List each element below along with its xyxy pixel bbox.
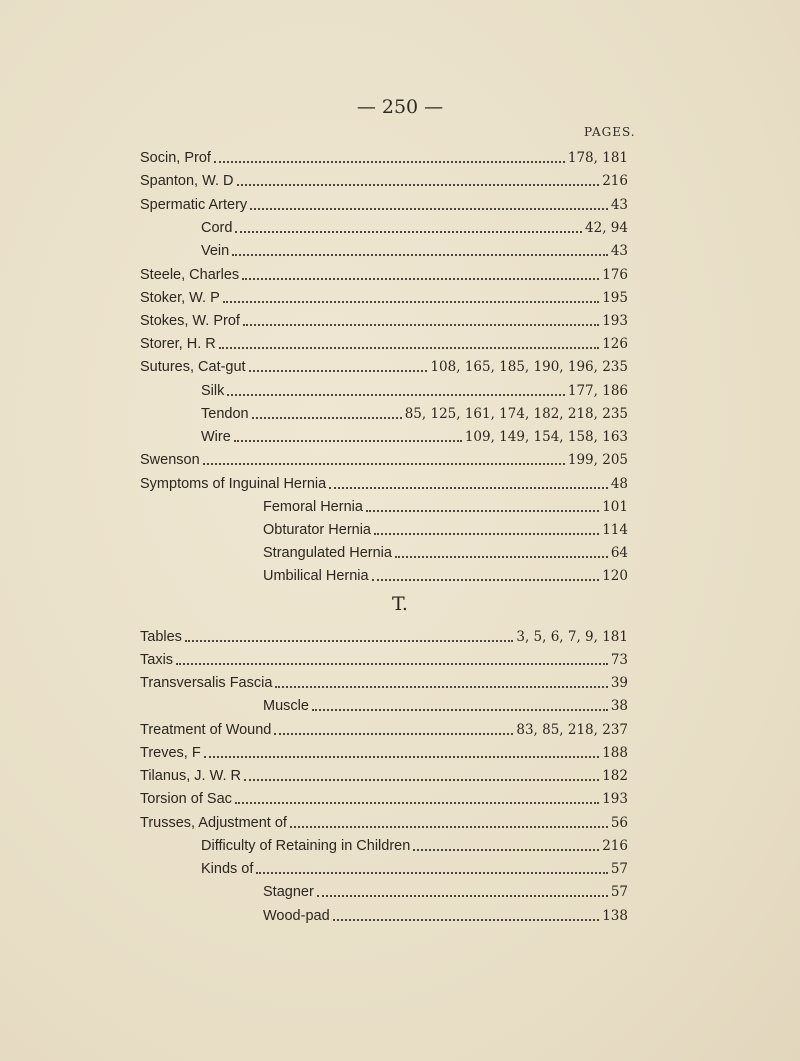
page-number: — 250 — [356, 96, 444, 118]
index-entry [140, 626, 628, 648]
index-entry [263, 519, 628, 541]
index-entry [140, 812, 628, 834]
entry-term: Trusses, Adjustment of [140, 815, 287, 831]
entry-term: Torsion of Sac [140, 791, 232, 807]
dot-leader [312, 709, 608, 711]
dot-leader [234, 440, 462, 442]
entry-pages: 216 [602, 173, 628, 189]
entry-pages: 43 [610, 243, 628, 259]
entry-term: Cord [201, 220, 233, 236]
index-entry [201, 240, 628, 262]
entry-pages: 39 [610, 675, 628, 691]
entry-pages: 101 [602, 499, 628, 515]
entry-pages: 64 [610, 545, 628, 561]
index-entry [140, 788, 628, 810]
index-entry [201, 426, 628, 448]
index-entry [140, 649, 628, 671]
entry-term: Umbilical Hernia [263, 568, 369, 584]
index-entry [140, 449, 628, 471]
dot-leader [223, 301, 599, 303]
entry-term: Symptoms of Inguinal Hernia [140, 476, 327, 492]
entry-pages: 178, 181 [567, 150, 628, 166]
entry-pages: 199, 205 [567, 452, 628, 468]
entry-term: Socin, Prof [140, 150, 211, 166]
entry-term: Tables [140, 629, 182, 645]
entry-term: Treatment of Wound [140, 722, 272, 738]
pages-column-heading: PAGES. [584, 125, 636, 139]
entry-term: Wood-pad [263, 908, 330, 924]
index-entry [263, 496, 628, 518]
index-entry [263, 695, 628, 717]
entry-term: Kinds of [201, 861, 254, 877]
entry-pages: 126 [602, 336, 628, 352]
dot-leader [290, 826, 608, 828]
entry-term: Stokes, W. Prof [140, 313, 240, 329]
dot-leader [333, 919, 600, 921]
entry-term: Strangulated Hernia [263, 545, 392, 561]
index-entry [140, 310, 628, 332]
index-entry [263, 905, 628, 927]
entry-term: Wire [201, 429, 231, 445]
entry-term: Silk [201, 383, 225, 399]
dot-leader [366, 510, 599, 512]
dot-leader [317, 895, 608, 897]
section-heading-t: T. [392, 593, 408, 615]
dot-leader [395, 556, 608, 558]
index-entry [140, 333, 628, 355]
entry-pages: 83, 85, 218, 237 [516, 722, 628, 738]
entry-term: Femoral Hernia [263, 499, 363, 515]
entry-pages: 114 [602, 522, 628, 538]
entry-term: Tendon [201, 406, 249, 422]
entry-term: Treves, F [140, 745, 201, 761]
entry-term: Muscle [263, 698, 309, 714]
index-entry [140, 194, 628, 216]
entry-pages: 108, 165, 185, 190, 196, 235 [430, 359, 628, 375]
dot-leader [204, 756, 600, 758]
dot-leader [249, 370, 428, 372]
dot-leader [372, 579, 600, 581]
entry-pages: 138 [602, 908, 628, 924]
index-entry [263, 881, 628, 903]
entry-pages: 48 [610, 476, 628, 492]
entry-pages: 38 [610, 698, 628, 714]
index-entry [140, 742, 628, 764]
entry-term: Vein [201, 243, 230, 259]
dot-leader [374, 533, 599, 535]
index-entry [263, 542, 628, 564]
entry-pages: 109, 149, 154, 158, 163 [464, 429, 628, 445]
index-entry [140, 672, 628, 694]
dot-leader [244, 779, 599, 781]
entry-term: Swenson [140, 452, 200, 468]
entry-term: Tilanus, J. W. R [140, 768, 241, 784]
index-entry [140, 264, 628, 286]
entry-pages: 176 [602, 267, 628, 283]
dot-leader [203, 463, 565, 465]
dot-leader [237, 184, 600, 186]
entry-pages: 193 [602, 791, 628, 807]
entry-pages: 193 [602, 313, 628, 329]
entry-pages: 182 [602, 768, 628, 784]
dot-leader [329, 487, 608, 489]
dot-leader [227, 394, 565, 396]
entry-term: Obturator Hernia [263, 522, 371, 538]
entry-term: Steele, Charles [140, 267, 240, 283]
entry-term: Spanton, W. D [140, 173, 234, 189]
entry-pages: 57 [610, 884, 628, 900]
index-entry [140, 719, 628, 741]
entry-term: Transversalis Fascia [140, 675, 273, 691]
entry-pages: 42, 94 [585, 220, 628, 236]
entry-pages: 3, 5, 6, 7, 9, 181 [516, 629, 628, 645]
entry-pages: 120 [602, 568, 628, 584]
dot-leader [274, 733, 513, 735]
entry-pages: 177, 186 [567, 383, 628, 399]
index-entry [201, 403, 628, 425]
entry-term: Spermatic Artery [140, 197, 248, 213]
entry-pages: 56 [610, 815, 628, 831]
dot-leader [232, 254, 608, 256]
index-entry [201, 858, 628, 880]
dot-leader [185, 640, 513, 642]
entry-pages: 188 [602, 745, 628, 761]
dot-leader [176, 663, 608, 665]
index-entry [201, 380, 628, 402]
entry-pages: 57 [610, 861, 628, 877]
dot-leader [413, 849, 599, 851]
index-entry [201, 217, 628, 239]
index-entry [140, 765, 628, 787]
index-entry [263, 565, 628, 587]
entry-pages: 43 [610, 197, 628, 213]
entry-pages: 195 [602, 290, 628, 306]
index-entry [140, 147, 628, 169]
index-entry [140, 287, 628, 309]
index-entry [140, 170, 628, 192]
index-entry [201, 835, 628, 857]
dot-leader [252, 417, 402, 419]
dot-leader [275, 686, 607, 688]
dot-leader [219, 347, 599, 349]
dot-leader [243, 324, 599, 326]
dot-leader [214, 161, 565, 163]
dot-leader [250, 208, 608, 210]
entry-pages: 85, 125, 161, 174, 182, 218, 235 [404, 406, 628, 422]
dot-leader [235, 802, 599, 804]
entry-term: Difficulty of Retaining in Children [201, 838, 411, 854]
entry-term: Stagner [263, 884, 314, 900]
index-entry [140, 473, 628, 495]
entry-pages: 216 [602, 838, 628, 854]
index-entry [140, 356, 628, 378]
dot-leader [256, 872, 607, 874]
entry-pages: 73 [610, 652, 628, 668]
entry-term: Sutures, Cat-gut [140, 359, 246, 375]
entry-term: Taxis [140, 652, 174, 668]
entry-term: Stoker, W. P [140, 290, 220, 306]
dot-leader [235, 231, 582, 233]
entry-term: Storer, H. R [140, 336, 216, 352]
dot-leader [242, 278, 599, 280]
